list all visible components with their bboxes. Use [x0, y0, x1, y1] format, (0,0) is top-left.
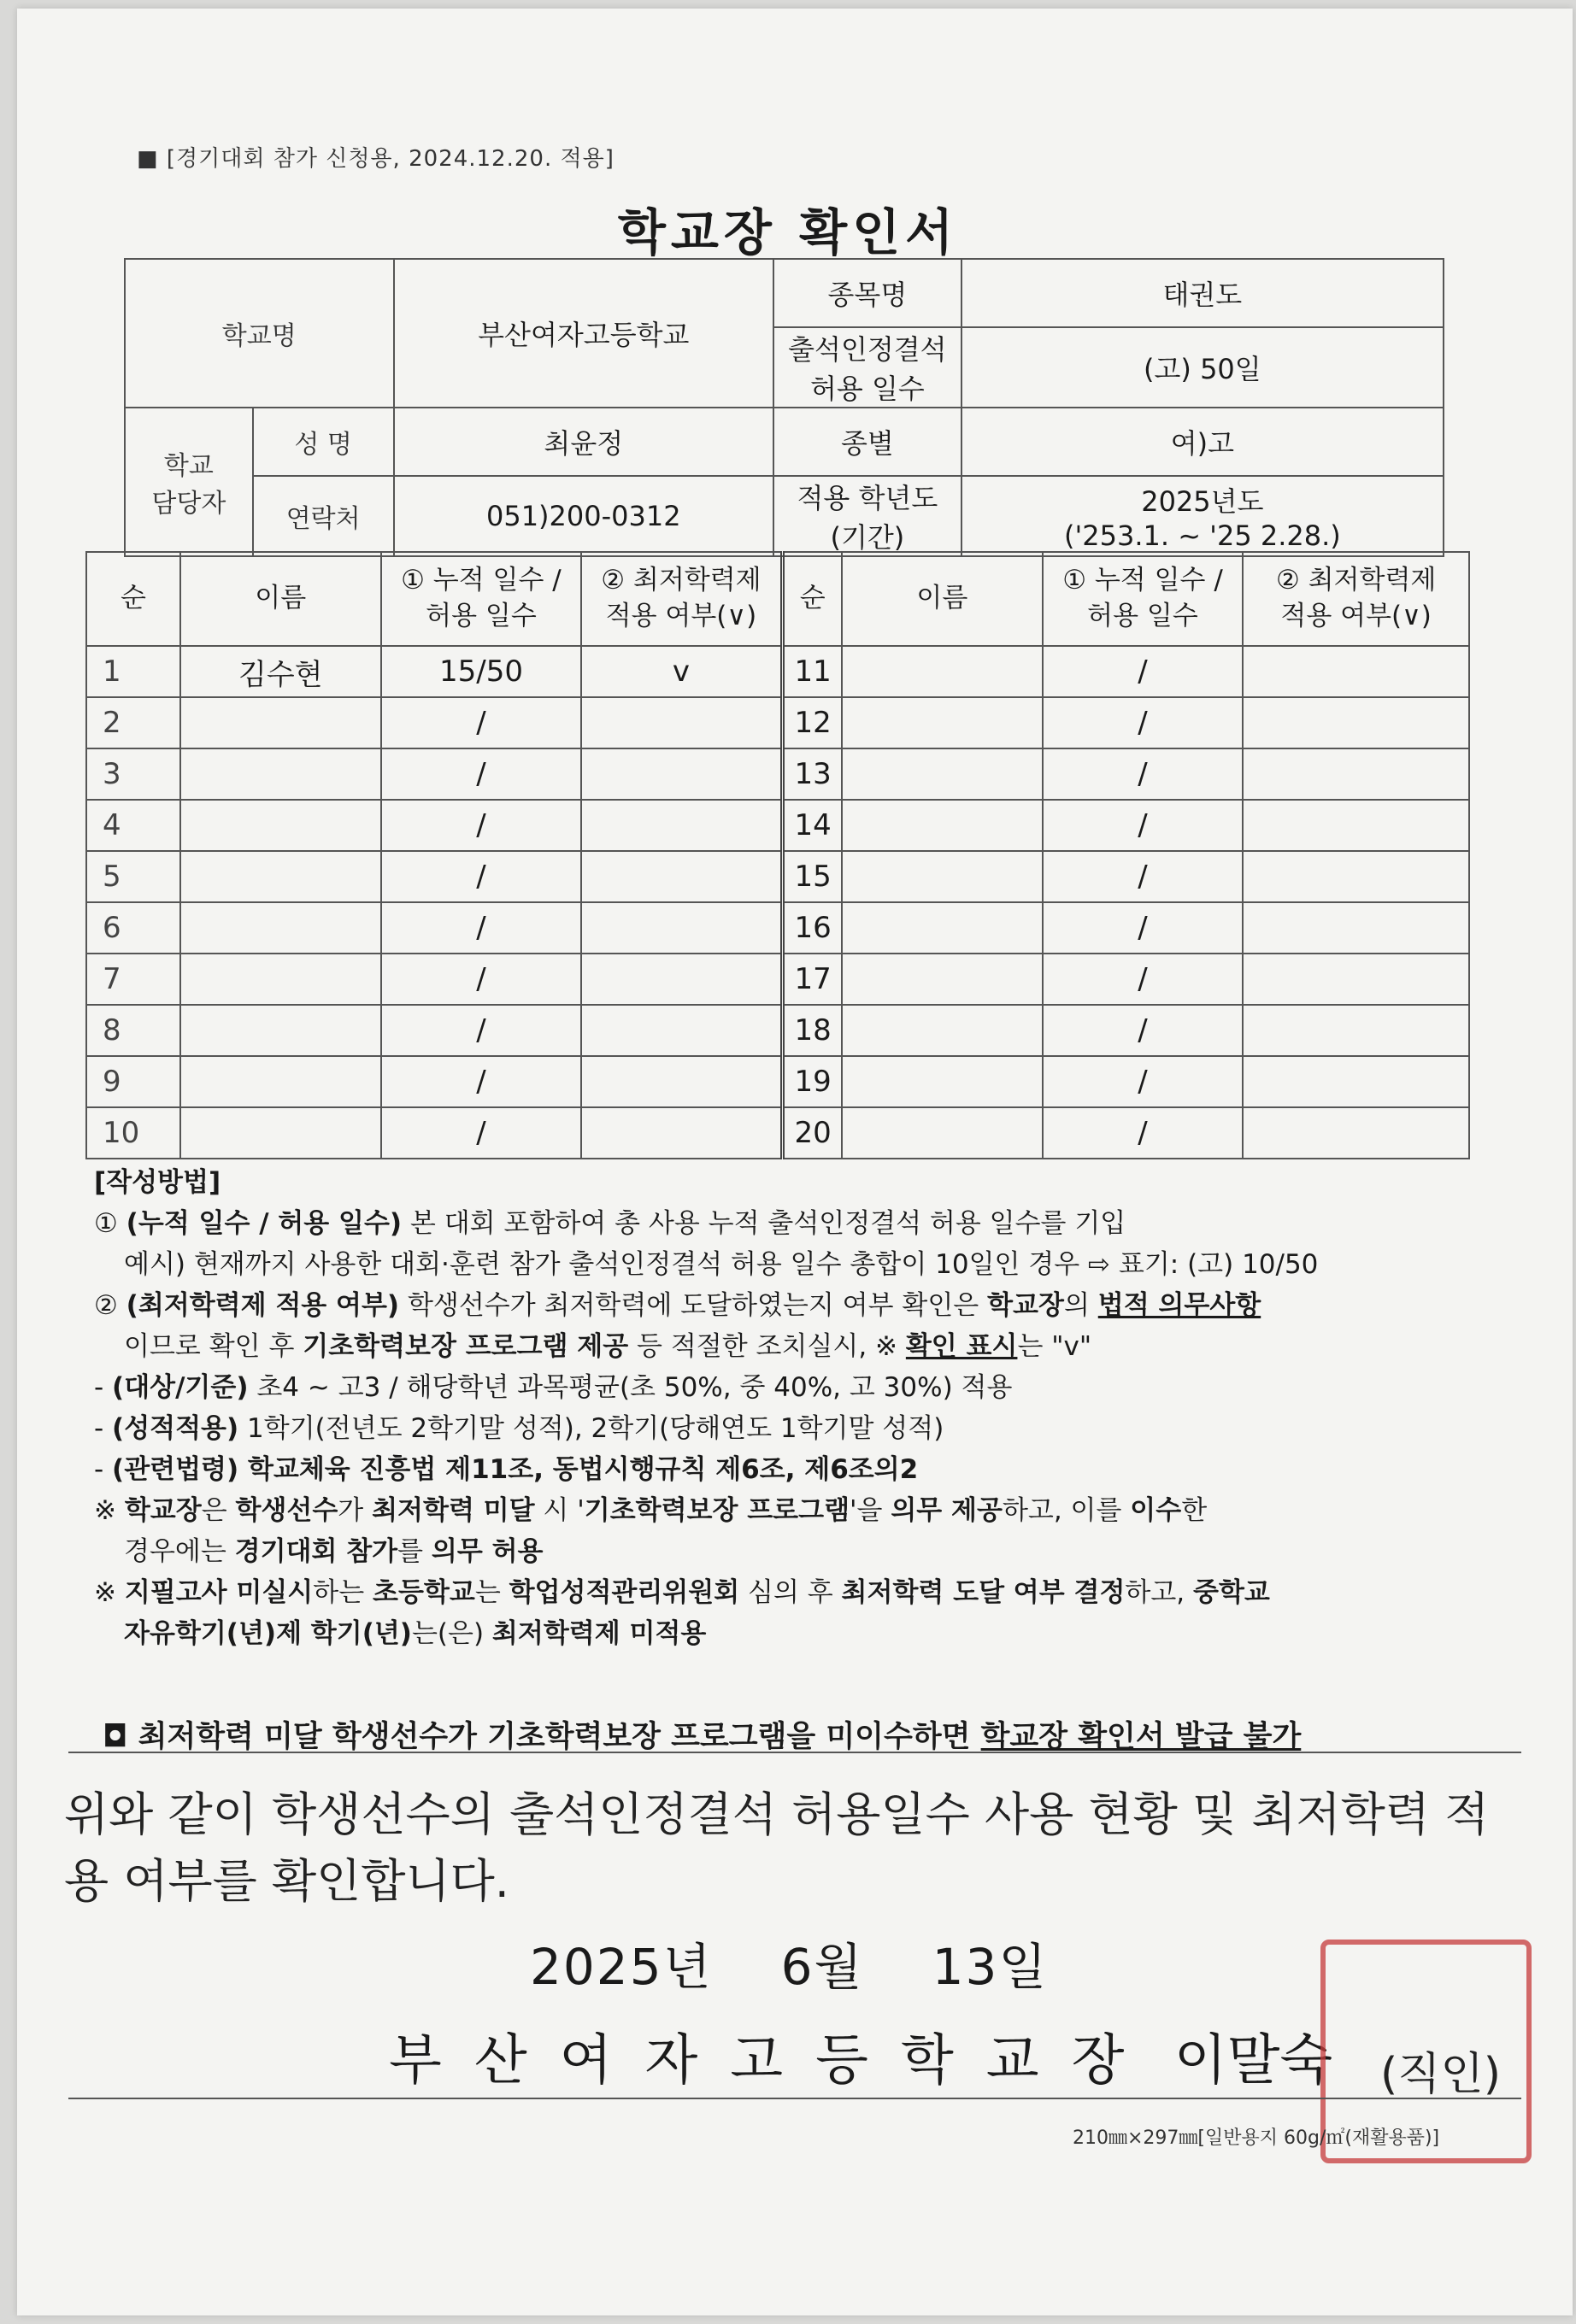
absence-days: /	[381, 1107, 582, 1159]
guide-line-8: ※ 학교장은 학생선수가 최저학력 미달 시 '기초학력보장 프로그램'을 의무 제공하고, 이를 이수한	[94, 1495, 1208, 1526]
row-number: 10	[86, 1107, 180, 1159]
guide-line-7: - (관련법령) 학교체육 진흥법 제11조, 동법시행규칙 제6조, 제6조의2	[94, 1454, 919, 1485]
absence-days: /	[381, 902, 582, 954]
student-name	[180, 902, 381, 954]
confirmation-statement: 위와 같이 학생선수의 출석인정결석 허용일수 사용 현황 및 최저학력 적용 여부를 확인합니다.	[64, 1787, 1490, 1908]
roster-header-row	[86, 552, 1469, 646]
academic-check	[1243, 697, 1469, 748]
academic-check	[1243, 851, 1469, 902]
contact-label: 연락처	[253, 476, 394, 556]
row-number: 19	[782, 1056, 842, 1107]
row-number: 4	[86, 800, 180, 851]
absence-days: /	[1043, 748, 1244, 800]
col-header-name-right: 이름	[842, 552, 1043, 646]
academic-check	[1243, 954, 1469, 1005]
student-name	[180, 1056, 381, 1107]
absence-days: 15/50	[381, 646, 582, 697]
absence-days: /	[381, 851, 582, 902]
guide-line-3: ② (최저학력제 적용 여부) 학생선수가 최저학력에 도달하였는지 여부 확인은 학교장의 법적 의무사항	[94, 1290, 1261, 1321]
academic-check	[581, 1056, 782, 1107]
row-number: 6	[86, 902, 180, 954]
student-roster-table	[85, 551, 1470, 1159]
absence-days: /	[381, 748, 582, 800]
row-number: 9	[86, 1056, 180, 1107]
absence-days: /	[381, 800, 582, 851]
guide-line-9: 경우에는 경기대회 참가를 의무 허용	[124, 1536, 544, 1567]
table-row	[86, 800, 1469, 851]
absence-days: /	[1043, 954, 1244, 1005]
principal-signature: 부산여자고등학교장 이말숙	[389, 2029, 1333, 2092]
guide-line-2: 예시) 현재까지 사용한 대회·훈련 참가 출석인정결석 허용 일수 총합이 10일인 경우 ⇨ 표기: (고) 10/50	[124, 1249, 1319, 1280]
academic-check	[581, 1107, 782, 1159]
student-name: 김수현	[180, 646, 381, 697]
student-name	[180, 800, 381, 851]
row-number: 2	[86, 697, 180, 748]
absence-days: /	[381, 697, 582, 748]
absence-days: /	[1043, 851, 1244, 902]
student-name	[180, 1005, 381, 1056]
academic-check	[581, 954, 782, 1005]
table-row	[86, 851, 1469, 902]
guide-line-5: - (대상/기준) 초4 ~ 고3 / 해당학년 과목평균(초 50%, 중 40%, 고 30%) 적용	[94, 1372, 1013, 1403]
student-name	[180, 697, 381, 748]
student-name	[842, 748, 1043, 800]
issuance-warning: ◘ 최저학력 미달 학생선수가 기초학력보장 프로그램을 미이수하면 학교장 확인서 발급 불가	[103, 1720, 1302, 1754]
student-name	[180, 748, 381, 800]
academic-check	[1243, 800, 1469, 851]
school-info-table	[124, 258, 1444, 557]
academic-check	[581, 748, 782, 800]
student-name	[842, 902, 1043, 954]
row-number: 8	[86, 1005, 180, 1056]
manager-name-label: 성 명	[253, 408, 394, 476]
academic-check: v	[581, 646, 782, 697]
row-number: 15	[782, 851, 842, 902]
student-name	[842, 1056, 1043, 1107]
academic-check	[581, 800, 782, 851]
row-number: 1	[86, 646, 180, 697]
table-row	[86, 1005, 1469, 1056]
absence-days: /	[381, 1056, 582, 1107]
sport-value: 태권도	[961, 259, 1444, 327]
guide-heading: [작성방법]	[94, 1167, 221, 1198]
row-number: 14	[782, 800, 842, 851]
issue-date: 2025년 6월 13일	[530, 1938, 1049, 1996]
gender-label: 종별	[773, 408, 961, 476]
guide-line-11: 자유학기(년)제 학기(년)는(은) 최저학력제 미적용	[124, 1618, 707, 1649]
row-number: 12	[782, 697, 842, 748]
student-name	[842, 851, 1043, 902]
bottom-rule	[68, 2098, 1521, 2099]
writing-guide	[94, 1162, 1513, 1654]
manager-name: 최윤정	[394, 408, 773, 476]
col-header-academic-right: ② 최저학력제 적용 여부(∨)	[1243, 552, 1469, 646]
row-number: 13	[782, 748, 842, 800]
row-number: 18	[782, 1005, 842, 1056]
paper-spec: 210㎜×297㎜[일반용지 60g/㎡(재활용품)]	[1073, 2127, 1440, 2149]
table-row	[86, 954, 1469, 1005]
student-name	[180, 851, 381, 902]
guide-line-6: - (성적적용) 1학기(전년도 2학기말 성적), 2학기(당해연도 1학기말 성적)	[94, 1413, 944, 1444]
seal-mark: (직인)	[1380, 2049, 1502, 2100]
academic-check	[581, 851, 782, 902]
table-row	[86, 1107, 1469, 1159]
absence-days: /	[381, 1005, 582, 1056]
table-row	[86, 748, 1469, 800]
sport-label: 종목명	[773, 259, 961, 327]
col-header-days: ① 누적 일수 / 허용 일수	[381, 552, 582, 646]
row-number: 7	[86, 954, 180, 1005]
student-name	[842, 646, 1043, 697]
academic-check	[581, 697, 782, 748]
col-header-name: 이름	[180, 552, 381, 646]
academic-check	[1243, 748, 1469, 800]
row-number: 11	[782, 646, 842, 697]
row-number: 17	[782, 954, 842, 1005]
guide-line-10: ※ 지필고사 미실시하는 초등학교는 학업성적관리위원회 심의 후 최저학력 도달 여부 결정하고, 중학교	[94, 1577, 1270, 1608]
absence-days: /	[1043, 800, 1244, 851]
table-row	[86, 902, 1469, 954]
absence-days-value: (고) 50일	[961, 327, 1444, 408]
divider-line	[68, 1752, 1521, 1753]
absence-days: /	[1043, 1005, 1244, 1056]
school-year-value: 2025년도 ('253.1. ~ '25 2.28.)	[961, 476, 1444, 556]
form-note: ■ [경기대회 참가 신청용, 2024.12.20. 적용]	[137, 146, 615, 172]
row-number: 5	[86, 851, 180, 902]
student-name	[842, 697, 1043, 748]
academic-check	[1243, 1005, 1469, 1056]
academic-check	[1243, 646, 1469, 697]
absence-days: /	[1043, 1056, 1244, 1107]
row-number: 3	[86, 748, 180, 800]
school-name: 부산여자고등학교	[394, 259, 773, 408]
student-name	[842, 1107, 1043, 1159]
manager-label: 학교 담당자	[125, 408, 253, 556]
guide-line-1: ① (누적 일수 / 허용 일수) 본 대회 포함하여 총 사용 누적 출석인정결석 허용 일수를 기입	[94, 1208, 1126, 1239]
contact-value: 051)200-0312	[394, 476, 773, 556]
absence-days: /	[1043, 902, 1244, 954]
row-number: 20	[782, 1107, 842, 1159]
table-row	[86, 1056, 1469, 1107]
row-number: 16	[782, 902, 842, 954]
school-label: 학교명	[125, 259, 394, 408]
student-name	[180, 954, 381, 1005]
guide-line-4: 이므로 확인 후 기초학력보장 프로그램 제공 등 적절한 조치실시, ※ 확인 표시는 "v"	[124, 1331, 1092, 1362]
academic-check	[581, 902, 782, 954]
student-name	[842, 800, 1043, 851]
student-name	[180, 1107, 381, 1159]
col-header-academic: ② 최저학력제 적용 여부(∨)	[581, 552, 782, 646]
student-name	[842, 1005, 1043, 1056]
academic-check	[1243, 1056, 1469, 1107]
col-header-no: 순	[86, 552, 180, 646]
student-name	[842, 954, 1043, 1005]
academic-check	[1243, 902, 1469, 954]
absence-days-label: 출석인정결석 허용 일수	[773, 327, 961, 408]
school-year-label: 적용 학년도 (기간)	[773, 476, 961, 556]
col-header-no-right: 순	[782, 552, 842, 646]
col-header-days-right: ① 누적 일수 / 허용 일수	[1043, 552, 1244, 646]
absence-days: /	[381, 954, 582, 1005]
absence-days: /	[1043, 1107, 1244, 1159]
absence-days: /	[1043, 646, 1244, 697]
table-row	[86, 697, 1469, 748]
absence-days: /	[1043, 697, 1244, 748]
document-title: 학교장 확인서	[617, 203, 959, 261]
academic-check	[1243, 1107, 1469, 1159]
academic-check	[581, 1005, 782, 1056]
gender-value: 여)고	[961, 408, 1444, 476]
table-row	[86, 646, 1469, 697]
